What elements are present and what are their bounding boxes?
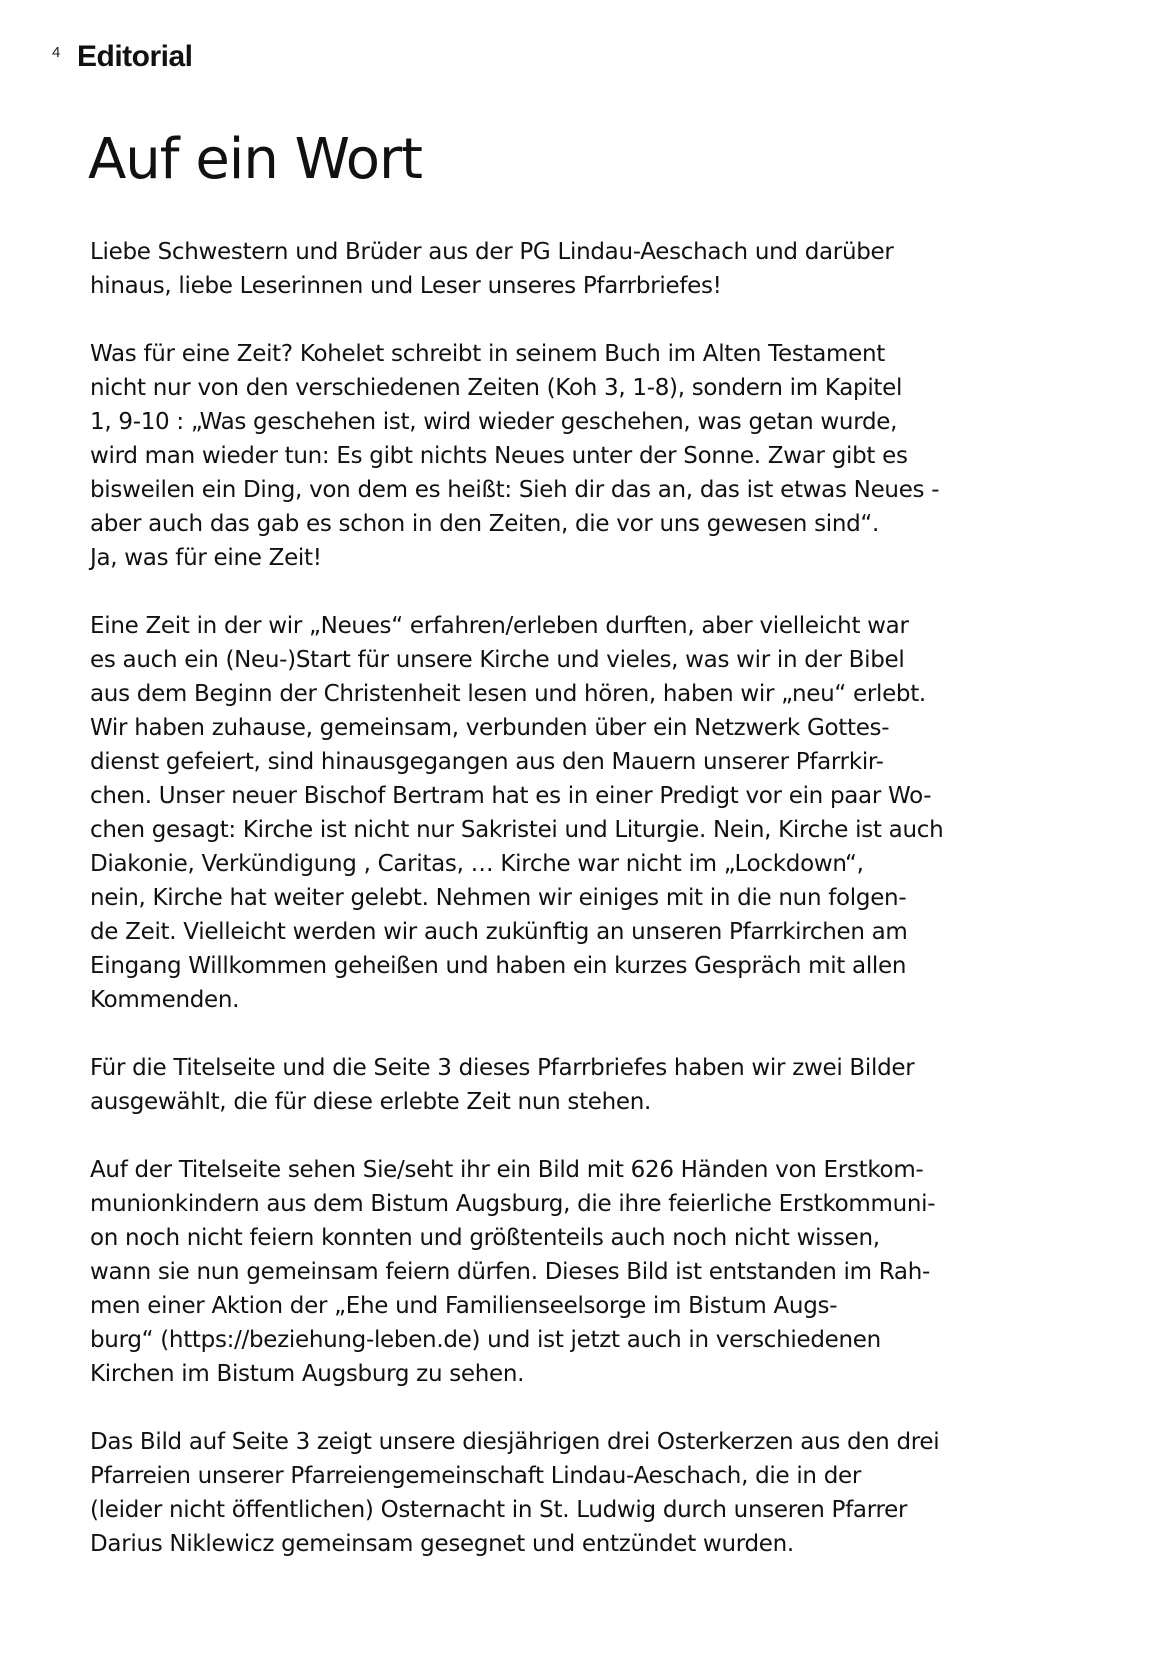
article-body (90, 235, 1090, 1595)
text-line: es auch ein (Neu-)Start für unsere Kirche und vieles, was wir in der Bibel (90, 647, 905, 673)
text-line: burg“ (https://beziehung-leben.de) und ist jetzt auch in verschiedenen (90, 1327, 881, 1353)
text-line: dienst gefeiert, sind hinausgegangen aus den Mauern unserer Pfarrkir- (90, 749, 884, 775)
text-line: ausgewählt, die für diese erlebte Zeit nun stehen. (90, 1089, 652, 1115)
text-line: Kommenden. (90, 987, 240, 1013)
text-line: aus dem Beginn der Christenheit lesen und hören, haben wir „neu“ erlebt. (90, 681, 926, 707)
text-line: wird man wieder tun: Es gibt nichts Neues unter der Sonne. Zwar gibt es (90, 443, 908, 469)
paragraph-6 (90, 1425, 1090, 1561)
text-line: Eine Zeit in der wir „Neues“ erfahren/erleben durften, aber vielleicht war (90, 613, 909, 639)
text-line: Liebe Schwestern und Brüder aus der PG Lindau-Aeschach und darüber (90, 239, 894, 265)
section-label: Editorial (77, 40, 193, 73)
text-line: Ja, was für eine Zeit! (90, 545, 322, 571)
text-line: bisweilen ein Ding, von dem es heißt: Sieh dir das an, das ist etwas Neues - (90, 477, 940, 503)
paragraph-5 (90, 1153, 1090, 1391)
paragraph-3 (90, 609, 1090, 1017)
text-line: hinaus, liebe Leserinnen und Leser unseres Pfarrbriefes! (90, 273, 722, 299)
text-line: on noch nicht feiern konnten und größtenteils auch noch nicht wissen, (90, 1225, 880, 1251)
text-line: 1, 9-10 : „Was geschehen ist, wird wieder geschehen, was getan wurde, (90, 409, 898, 435)
text-line: munionkindern aus dem Bistum Augsburg, die ihre feierliche Erstkommuni- (90, 1191, 936, 1217)
text-line: nicht nur von den verschiedenen Zeiten (Koh 3, 1-8), sondern im Kapitel (90, 375, 903, 401)
text-line: chen gesagt: Kirche ist nicht nur Sakristei und Liturgie. Nein, Kirche ist auch (90, 817, 944, 843)
paragraph-1 (90, 235, 1090, 303)
text-line: Kirchen im Bistum Augsburg zu sehen. (90, 1361, 525, 1387)
text-line: Für die Titelseite und die Seite 3 dieses Pfarrbriefes haben wir zwei Bilder (90, 1055, 915, 1081)
text-line: men einer Aktion der „Ehe und Familienseelsorge im Bistum Augs- (90, 1293, 838, 1319)
paragraph-4 (90, 1051, 1090, 1119)
text-line: wann sie nun gemeinsam feiern dürfen. Dieses Bild ist entstanden im Rah- (90, 1259, 930, 1285)
text-line: Darius Niklewicz gemeinsam gesegnet und entzündet wurden. (90, 1531, 794, 1557)
text-line: Eingang Willkommen geheißen und haben ein kurzes Gespräch mit allen (90, 953, 907, 979)
text-line: Auf der Titelseite sehen Sie/seht ihr ein Bild mit 626 Händen von Erstkom- (90, 1157, 924, 1183)
text-line: Was für eine Zeit? Kohelet schreibt in seinem Buch im Alten Testament (90, 341, 886, 367)
text-line: (leider nicht öffentlichen) Osternacht in St. Ludwig durch unseren Pfarrer (90, 1497, 908, 1523)
text-line: Wir haben zuhause, gemeinsam, verbunden über ein Netzwerk Gottes- (90, 715, 890, 741)
paragraph-2 (90, 337, 1090, 575)
page-number: 4 (52, 44, 61, 61)
text-line: chen. Unser neuer Bischof Bertram hat es in einer Predigt vor ein paar Wo- (90, 783, 932, 809)
text-line: Das Bild auf Seite 3 zeigt unsere diesjährigen drei Osterkerzen aus den drei (90, 1429, 940, 1455)
text-line: nein, Kirche hat weiter gelebt. Nehmen wir einiges mit in die nun folgen- (90, 885, 907, 911)
text-line: aber auch das gab es schon in den Zeiten, die vor uns gewesen sind“. (90, 511, 880, 537)
text-line: de Zeit. Vielleicht werden wir auch zukünftig an unseren Pfarrkirchen am (90, 919, 908, 945)
text-line: Pfarreien unserer Pfarreiengemeinschaft Lindau-Aeschach, die in der (90, 1463, 862, 1489)
article-title: Auf ein Wort (88, 127, 422, 192)
text-line: Diakonie, Verkündigung , Caritas, … Kirche war nicht im „Lockdown“, (90, 851, 864, 877)
